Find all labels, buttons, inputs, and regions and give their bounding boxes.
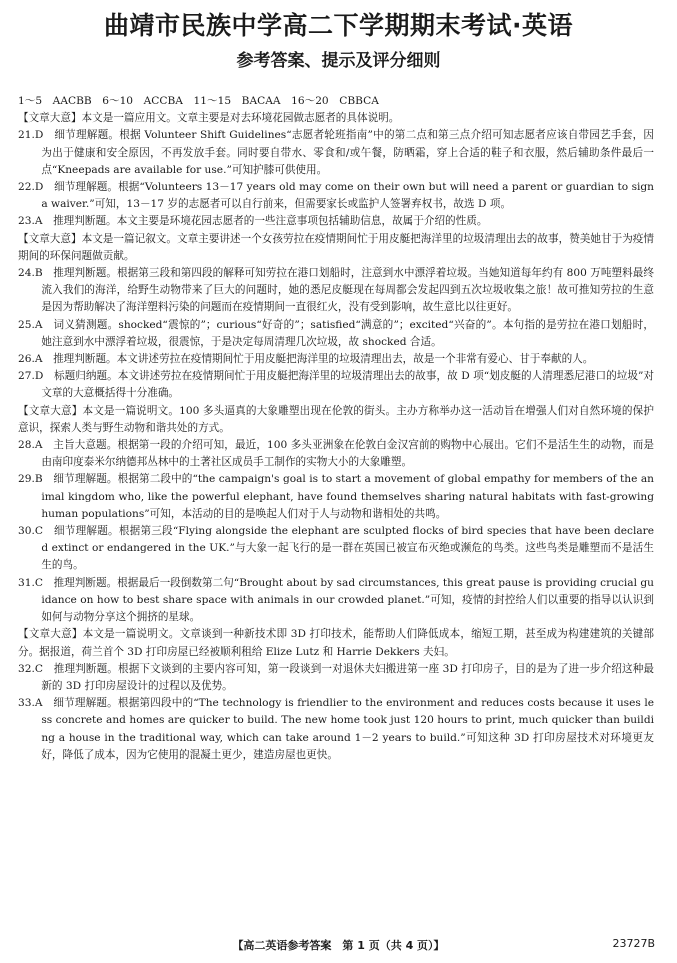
question-explanation: 24.B 推理判断题。根据第三段和第四段的解释可知劳拉在港口划船时，注意到水中漂浮着垃圾。当她知道每年约有 800 万吨塑料最终流入我们的海洋，给野生动物带来了巨大的问题时，她的悉尼皮艇现在每周都会发起四到五次垃圾收集之旅！故可推知劳拉的生意是因为帮助解决了海洋塑料污染的问题而在疫情期间一直很红火，没有受到影响，故生意比以往更好。 bbox=[18, 267, 654, 314]
page-title: 曲靖市民族中学高二下学期期末考试·英语 bbox=[104, 11, 573, 40]
footer-page-info: 【高二英语参考答案 第 1 页（共 4 页）】 bbox=[232, 939, 445, 952]
question-explanation: 25.A 词义猜测题。shocked“震惊的”；curious“好奇的”；satisfied“满意的”；excited“兴奋的”。本句指的是劳拉在港口划船时，她注意到水中漂浮着垃圾，很震惊，于是决定每周清理几次垃圾，故 shocked 合适。 bbox=[18, 318, 654, 348]
article-summary: 【文章大意】本文是一篇应用文。文章主要是对去环境花园做志愿者的具体说明。 bbox=[18, 112, 400, 125]
question-explanation: 33.A 细节理解题。根据第四段中的“The technology is friendlier to the environment and reduces costs because it uses less concrete and homes are quicker to build. The new home took just 120 hours to print, much quicker than building a house in the traditional way, which can take around 1－2 years to build.”可知这种 3D 打印房屋技术对环境更友好，降低了成本，因为它使用的混凝土更少，建造房屋也更快。 bbox=[18, 697, 654, 761]
answer-key-line: 1～5 AACBB 6～10 ACCBA 11～15 BACAA 16～20 CBBCA bbox=[18, 95, 379, 107]
answer-content bbox=[18, 93, 654, 764]
question-explanation: 30.C 细节理解题。根据第三段“Flying alongside the elephant are sculpted flocks of bird species that have been declared extinct or endangered in the UK.”与大象一起飞行的是一群在英国已被宣布灭绝或濒危的鸟类。这些鸟类是雕塑而不是活生生的鸟。 bbox=[18, 525, 654, 572]
footer-code: 23727B bbox=[612, 937, 655, 950]
question-explanation: 23.A 推理判断题。本文主要是环境花园志愿者的一些注意事项包括辅助信息，故属于介绍的性质。 bbox=[18, 215, 488, 228]
article-summary: 【文章大意】本文是一篇记叙文。文章主要讲述一个女孩劳拉在疫情期间忙于用皮艇把海洋里的垃圾清理出去的故事，赞美她甘于为疫情期间的环保问题做贡献。 bbox=[18, 232, 654, 262]
question-explanation: 28.A 主旨大意题。根据第一段的介绍可知，最近，100 多头亚洲象在伦敦白金汉宫前的购物中心展出。它们不是活生生的动物，而是由南印度泰米尔纳德邦丛林中的土著社区成员手工制作的实物大小的大象雕塑。 bbox=[18, 439, 654, 469]
article-summary: 【文章大意】本文是一篇说明文。文章谈到一种新技术即 3D 打印技术，能帮助人们降低成本，缩短工期，甚至成为构建建筑的关键部分。据报道，荷兰首个 3D 打印房屋已经被顺利租给 Elize Lutz 和 Harrie Dekkers 夫妇。 bbox=[18, 628, 654, 658]
question-explanation: 29.B 细节理解题。根据第二段中的“the campaign's goal is to start a movement of global empathy for members of the animal kingdom who, like the powerful elephant, have found themselves sharing natural habitats with fast-growing human populations”可知，本活动的目的是唤起人们对于人与动物和谐相处的共鸣。 bbox=[18, 473, 654, 520]
question-explanation: 26.A 推理判断题。本文讲述劳拉在疫情期间忙于用皮艇把海洋里的垃圾清理出去，故是一个非常有爱心、甘于奉献的人。 bbox=[18, 353, 594, 366]
question-explanation: 22.D 细节理解题。根据“Volunteers 13－17 years old may come on their own but will need a parent or guardian to sign a waiver.”可知，13－17 岁的志愿者可以自行前来，但需要家长或监护人签署弃权书，故选 D 项。 bbox=[18, 181, 654, 211]
article-summary: 【文章大意】本文是一篇说明文。100 多头逼真的大象雕塑出现在伦敦的街头。主办方称举办这一活动旨在增强人们对自然环境的保护意识，探索人类与野生动物和谐共处的方式。 bbox=[18, 404, 654, 434]
question-explanation: 27.D 标题归纳题。本文讲述劳拉在疫情期间忙于用皮艇把海洋里的垃圾清理出去的故事，故 D 项“划皮艇的人清理悉尼港口的垃圾”对文章的大意概括得十分准确。 bbox=[18, 370, 654, 400]
question-explanation: 21.D 细节理解题。根据 Volunteer Shift Guidelines“志愿者轮班指南”中的第二点和第三点介绍可知志愿者应该自带园艺手套，因为出于健康和安全原因，不再发放手套。同时要自带水、零食和/或午餐，防晒霜，穿上合适的鞋子和衣服，然后辅助条件最后一点“Kneepads are available for use.”可知护膝可供使用。 bbox=[18, 129, 654, 176]
question-explanation: 31.C 推理判断题。根据最后一段倒数第二句“Brought about by sad circumstances, this great pause is providing crucial guidance on how to best share space with animals in our crowded planet.”可知，疫情的封控给人们以重要的指导以认识到如何与动物分享这个拥挤的星球。 bbox=[18, 576, 654, 624]
page-subtitle: 参考答案、提示及评分细则 bbox=[236, 51, 441, 71]
question-explanation: 32.C 推理判断题。根据下文谈到的主要内容可知，第一段谈到一对退休夫妇搬进第一座 3D 打印房子，目的是为了进一步介绍这种最新的 3D 打印房屋设计的过程以及优势。 bbox=[18, 662, 654, 692]
paragraph-list bbox=[18, 110, 654, 764]
